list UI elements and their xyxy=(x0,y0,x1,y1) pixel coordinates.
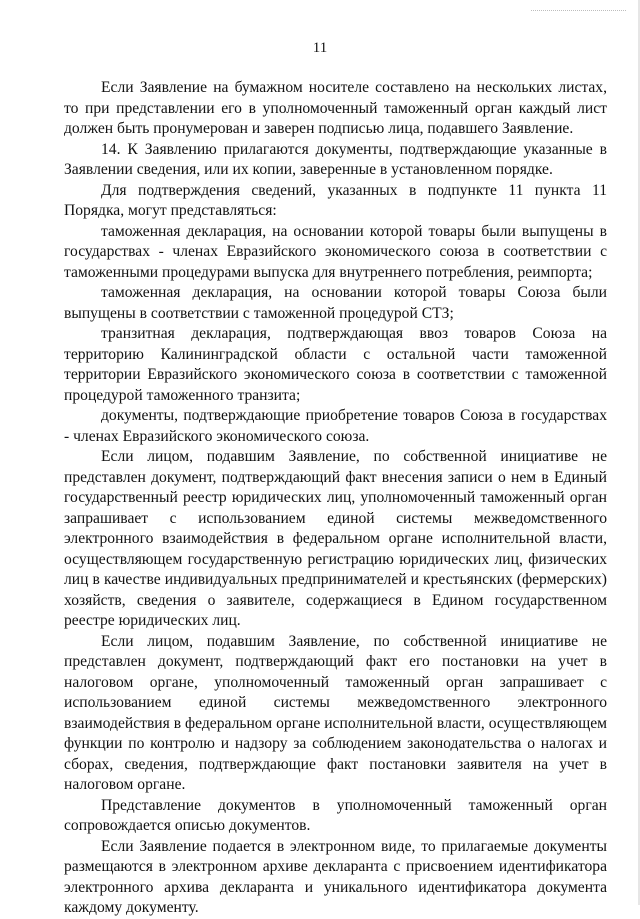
paragraph-document-inventory: Представление документов в уполномоченный таможенный орган сопровождается описью документов. xyxy=(64,796,607,834)
page-number: 11 xyxy=(312,40,328,56)
body-text xyxy=(64,78,607,919)
paragraph-multi-sheet: Если Заявление на бумажном носителе составлено на нескольких листах, то при представлении его в уполномоченный таможенный орган каждый лист должен быть пронумерован и заверен подписью лица, подавшего Заявление. xyxy=(64,79,607,137)
scan-artifact xyxy=(531,10,626,15)
list-item-customs-declaration-stz: таможенная декларация, на основании которой товары Союза были выпущены в соответствии с таможенной процедурой СТЗ; xyxy=(64,284,607,322)
paragraph-egrul-request: Если лицом, подавшим Заявление, по собственной инициативе не представлен документ, подтверждающий факт внесения записи о нем в Единый государственный реестр юридических лиц, уполномоченный таможенный орган запрашивает с использованием единой системы межведомственного электронного взаимодействия в федеральном органе исполнительной власти, осуществляющем государственную регистрацию юридических лиц, физических лиц в качестве индивидуальных предпринимателей и крестьянских (фермерских) хозяйств, сведения о заявителе, содержащиеся в Едином государственном реестре юридических лиц. xyxy=(64,448,607,629)
paragraph-electronic-archive: Если Заявление подается в электронном виде, то прилагаемые документы размещаются в электронном архиве декларанта с присвоением идентификатора электронного архива декларанта и уникального идентификатора документа каждому документу. xyxy=(64,837,607,916)
list-item-purchase-documents: документы, подтверждающие приобретение товаров Союза в государствах - членах Евразийского экономического союза. xyxy=(64,407,607,445)
list-item-customs-declaration: таможенная декларация, на основании которой товары были выпущены в государствах - членах Евразийского экономического союза в соответствии с таможенными процедурами выпуска для внутреннего потребления, реимпорта; xyxy=(64,222,607,281)
paragraph-confirmation-intro: Для подтверждения сведений, указанных в подпункте 11 пункта 11 Порядка, могут представляться: xyxy=(64,181,607,219)
list-item-transit-declaration: транзитная декларация, подтверждающая ввоз товаров Союза на территорию Калининградской области с остальной части таможенной территории Евразийского экономического союза в соответствии с таможенной процедурой таможенного транзита; xyxy=(64,325,607,404)
paragraph-tax-registration-request: Если лицом, подавшим Заявление, по собственной инициативе не представлен документ, подтверждающий факт его постановки на учет в налоговом органе, уполномоченный таможенный орган запрашивает с использованием единой системы межведомственного электронного взаимодействия в федеральном органе исполнительной власти, осуществляющем функции по контролю и надзору за соблюдением законодательства о налогах и сборах, сведения, подтверждающие факт постановки заявителя на учет в налоговом органе. xyxy=(64,632,607,793)
paragraph-item-14: 14. К Заявлению прилагаются документы, подтверждающие указанные в Заявлении сведения, или их копии, заверенные в установленном порядке. xyxy=(64,140,607,178)
